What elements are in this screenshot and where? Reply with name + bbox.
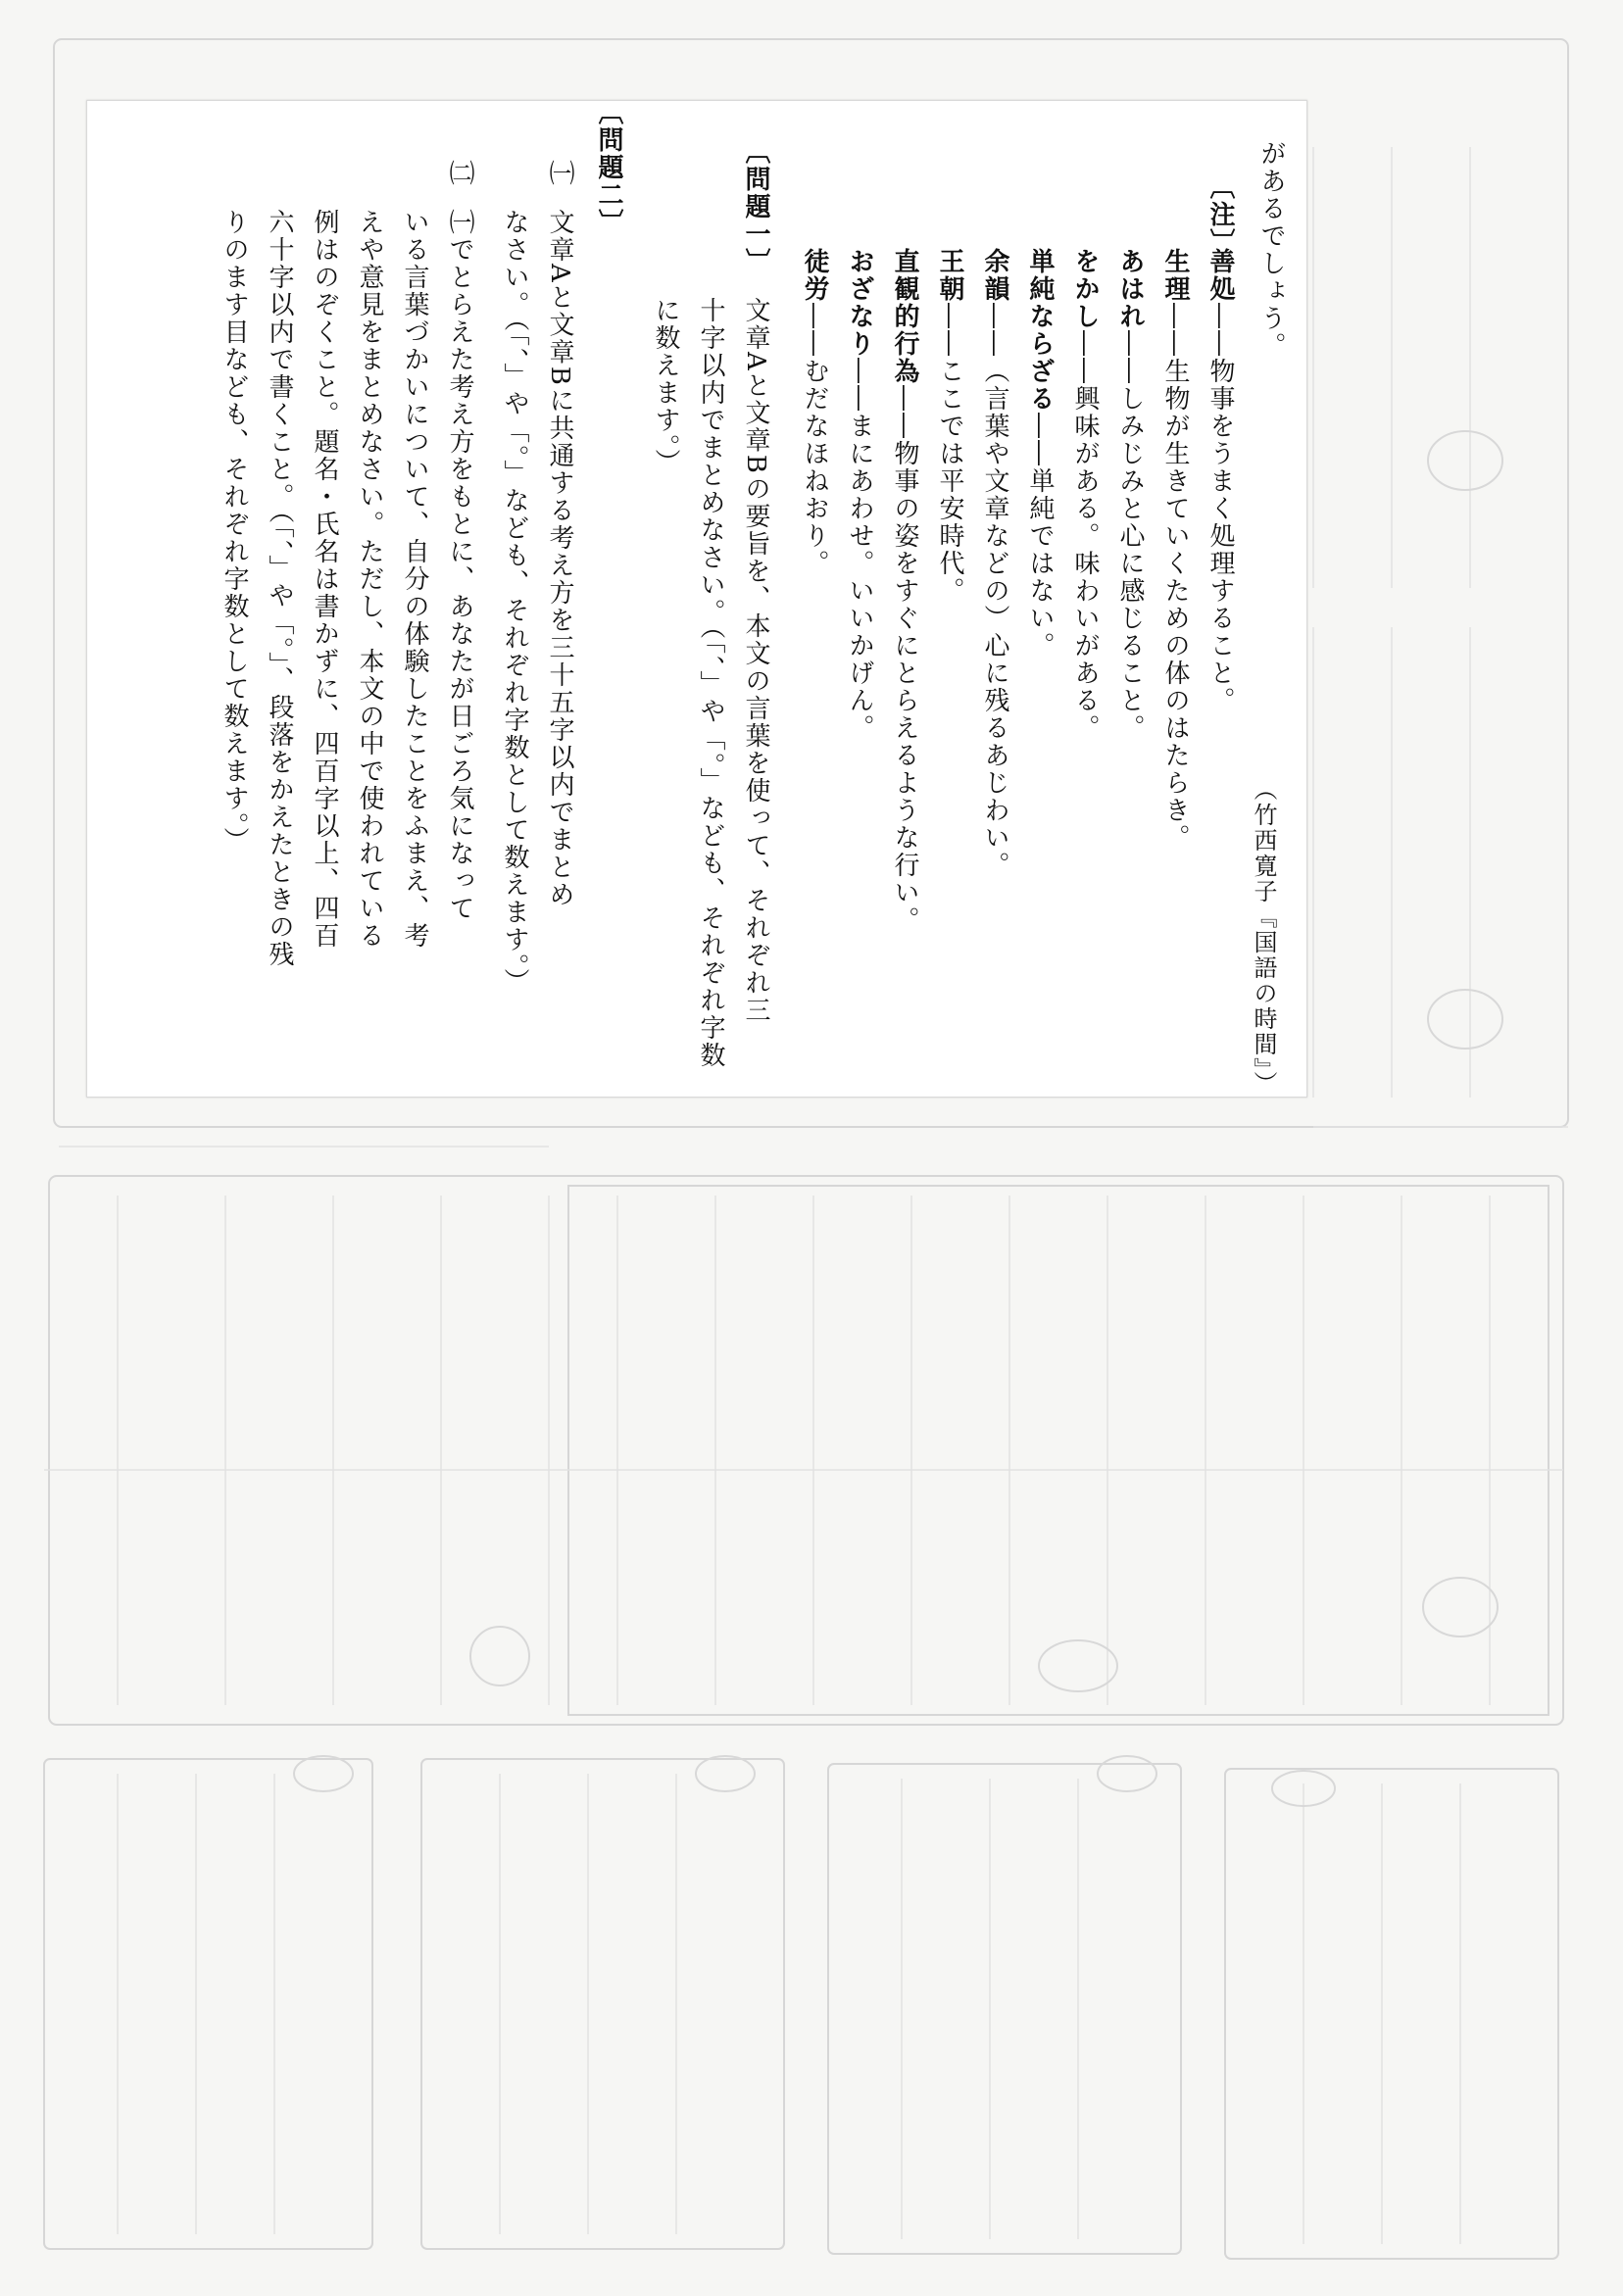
- note-term: 善処: [1205, 248, 1235, 303]
- note-term: 直観的行為: [890, 248, 919, 385]
- question2-item-line: えや意見をまとめなさい。ただし、本文の中で使われている: [355, 209, 384, 950]
- note-item: あはれ――しみじみと心に感じること。: [1115, 248, 1145, 742]
- note-term: 余韻: [980, 248, 1009, 303]
- citation: （竹西寛子『国語の時間』）: [1250, 777, 1277, 1097]
- note-term: おざなり: [845, 248, 874, 358]
- note-item: 生理――生物が生きていくための体のはたらき。: [1160, 248, 1190, 852]
- note-term: をかし: [1070, 248, 1100, 330]
- leaf-doodle-icon: [696, 1756, 755, 1791]
- butterfly-doodle-icon: [1039, 1640, 1117, 1691]
- question2-item-line: りのます目なども、それぞれ字数として数えます。）: [220, 209, 249, 855]
- note-item: 直観的行為――物事の姿をすぐにとらえるような行い。: [890, 248, 919, 934]
- question2-item-label: ㈡: [445, 160, 474, 187]
- note-term: 王朝: [935, 248, 964, 303]
- question2-item-line: 例はのぞくこと。題名・氏名は書かずに、四百字以上、四百: [310, 209, 339, 950]
- note-term: あはれ: [1115, 248, 1145, 330]
- question2-item-line: いる言葉づかいについて、自分の体験したことをふまえ、考: [400, 209, 429, 950]
- question2-item-line: 六十字以内で書くこと。（「、」や「。」、段落をかえたときの残: [265, 209, 294, 968]
- note-definition: 物事の姿をすぐにとらえるような行い。: [890, 440, 919, 934]
- note-term: 単純ならざる: [1025, 248, 1055, 413]
- middle-answer-frame: [49, 1176, 1563, 1725]
- question2-header: 〔問題二〕: [594, 99, 623, 236]
- note-definition: 物事をうまく処理すること。: [1205, 358, 1235, 714]
- question2-item-line: なさい。（「、」や「。」なども、それぞれ字数として数えます。）: [500, 209, 529, 996]
- note-definition: ここでは平安時代。: [935, 358, 964, 605]
- small-box-5: [421, 1759, 784, 2249]
- leaf-doodle-icon: [1423, 1578, 1498, 1637]
- note-definition: 興味がある。味わいがある。: [1070, 385, 1100, 742]
- leaf-doodle-icon: [1428, 431, 1502, 490]
- note-definition: むだなほねおり。: [800, 358, 829, 577]
- note-term: 生理: [1160, 248, 1190, 303]
- note-item: 余韻――（言葉や文章などの）心に残るあじわい。: [980, 248, 1009, 879]
- note-definition: まにあわせ。いいかげん。: [845, 413, 874, 742]
- note-term: 徒労: [800, 248, 829, 303]
- note-definition: 単純ではない。: [1025, 467, 1055, 659]
- question1-line: に数えます。）: [651, 297, 680, 476]
- note-item: をかし――興味がある。味わいがある。: [1070, 248, 1100, 742]
- ladybug-doodle-icon: [470, 1627, 529, 1685]
- small-box-6: [828, 1764, 1181, 2254]
- note-item: 善処――物事をうまく処理すること。: [1205, 248, 1235, 714]
- leaf-doodle-icon: [294, 1756, 353, 1791]
- leaf-doodle-icon: [1428, 990, 1502, 1049]
- question1-line: 十字以内でまとめなさい。（「、」や「。」なども、それぞれ字数: [696, 297, 725, 1069]
- note-definition: （言葉や文章などの）心に残るあじわい。: [980, 358, 1009, 879]
- note-definition: しみじみと心に感じること。: [1115, 385, 1145, 742]
- note-item: 単純ならざる――単純ではない。: [1025, 248, 1055, 659]
- note-definition: 生物が生きていくための体のはたらき。: [1160, 358, 1190, 852]
- leaf-doodle-icon: [1098, 1756, 1156, 1791]
- question1-line: 文章Aと文章Bの要旨を、本文の言葉を使って、それぞれ三: [741, 297, 770, 1024]
- small-box-7: [1225, 1769, 1558, 2259]
- question2-item-line: 文章Aと文章Bに共通する考え方を三十五字以内でまとめ: [545, 209, 574, 908]
- note-item: 徒労――むだなほねおり。: [800, 248, 829, 577]
- question-card: [86, 100, 1307, 1098]
- small-box-4: [44, 1759, 372, 2249]
- question2-item-label: ㈠: [545, 160, 574, 187]
- question2-item-line: ㈠でとらえた考え方をもとに、あなたが日ごろ気になって: [445, 209, 474, 922]
- notes-header: 〔注〕: [1205, 173, 1235, 256]
- question1-header: 〔問題一〕: [741, 138, 770, 275]
- note-item: 王朝――ここでは平安時代。: [935, 248, 964, 605]
- intro-line: があるでしょう。: [1256, 140, 1286, 360]
- note-item: おざなり――まにあわせ。いいかげん。: [845, 248, 874, 742]
